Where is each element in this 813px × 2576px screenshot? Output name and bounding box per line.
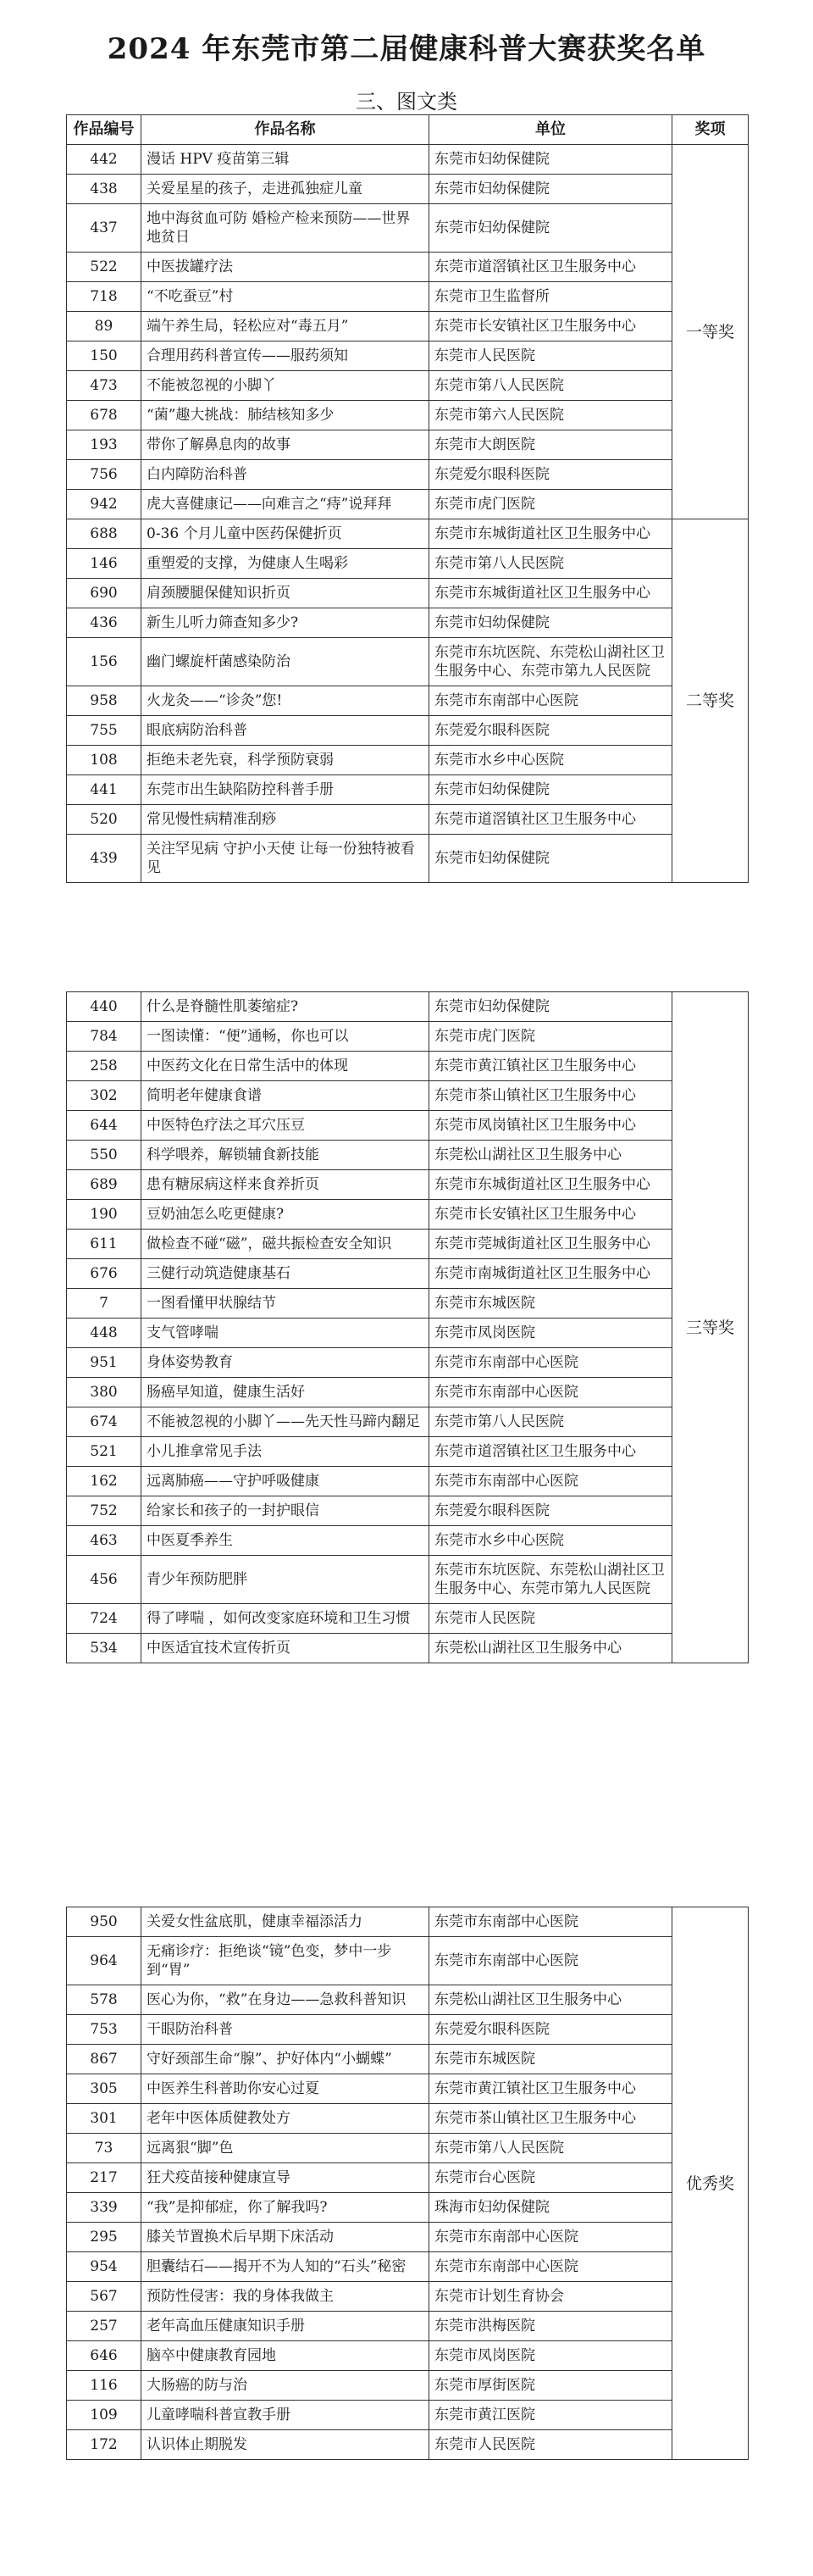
entry-title: 新生儿听力筛查知多少?	[141, 608, 429, 638]
table-row	[67, 1634, 749, 1663]
table-row	[67, 1907, 749, 1937]
entry-title: 干眼防治科普	[141, 2015, 429, 2045]
entry-title: 中医特色疗法之耳穴压豆	[141, 1111, 429, 1141]
entry-title: 虎大喜健康记——向难言之“痔”说拜拜	[141, 490, 429, 519]
entry-id: 295	[67, 2223, 141, 2252]
entry-title: 简明老年健康食谱	[141, 1081, 429, 1111]
table-row	[67, 430, 749, 460]
table-row	[67, 519, 749, 549]
table-row	[67, 608, 749, 638]
table-row	[67, 371, 749, 401]
entry-id: 339	[67, 2193, 141, 2223]
table-row	[67, 1230, 749, 1259]
entry-id: 448	[67, 1319, 141, 1348]
entry-unit: 东莞市东南部中心医院	[429, 1348, 672, 1378]
table-row	[67, 1259, 749, 1289]
entry-id: 162	[67, 1467, 141, 1496]
entry-id: 441	[67, 775, 141, 805]
entry-id: 473	[67, 371, 141, 401]
entry-id: 442	[67, 145, 141, 175]
entry-id: 951	[67, 1348, 141, 1378]
entry-id: 7	[67, 1289, 141, 1319]
entry-id: 646	[67, 2341, 141, 2371]
table-row	[67, 746, 749, 775]
section-title: 三、图文类	[356, 90, 457, 114]
entry-id: 116	[67, 2371, 141, 2401]
entry-unit: 东莞市东城医院	[429, 2045, 672, 2074]
entry-id: 301	[67, 2104, 141, 2134]
table-row	[67, 1437, 749, 1467]
entry-unit: 东莞市凤岗医院	[429, 2341, 672, 2371]
entry-id: 674	[67, 1407, 141, 1437]
entry-unit: 东莞市东南部中心医院	[429, 2252, 672, 2282]
table-row	[67, 2015, 749, 2045]
document-title: 2024 年东莞市第二届健康科普大赛获奖名单	[107, 32, 706, 66]
entry-title: 重塑爱的支撑，为健康人生喝彩	[141, 549, 429, 579]
header-id: 作品编号	[67, 115, 141, 145]
entry-title: “我”是抑郁症，你了解我吗?	[141, 2193, 429, 2223]
entry-title: 不能被忽视的小脚丫	[141, 371, 429, 401]
entry-unit: 东莞市人民医院	[429, 341, 672, 371]
table-row	[67, 992, 749, 1022]
entry-id: 109	[67, 2401, 141, 2430]
entry-title: “菌”趣大挑战：肺结核知多少	[141, 401, 429, 430]
entry-id: 688	[67, 519, 141, 549]
entry-title: 支气管哮喘	[141, 1319, 429, 1348]
entry-title: 中医药文化在日常生活中的体现	[141, 1052, 429, 1081]
entry-unit: 东莞市妇幼保健院	[429, 835, 672, 883]
entry-id: 190	[67, 1200, 141, 1230]
table-row	[67, 2045, 749, 2074]
entry-title: 漫话 HPV 疫苗第三辑	[141, 145, 429, 175]
entry-id: 753	[67, 2015, 141, 2045]
entry-id: 520	[67, 805, 141, 835]
entry-unit: 东莞市东城医院	[429, 1289, 672, 1319]
entry-unit: 东莞市长安镇社区卫生服务中心	[429, 1200, 672, 1230]
entry-unit: 东莞松山湖社区卫生服务中心	[429, 1634, 672, 1663]
entry-title: 小儿推拿常见手法	[141, 1437, 429, 1467]
award-level: 三等奖	[672, 992, 749, 1663]
entry-unit: 东莞市东城街道社区卫生服务中心	[429, 519, 672, 549]
entry-title: 预防性侵害：我的身体我做主	[141, 2282, 429, 2312]
entry-id: 942	[67, 490, 141, 519]
table-row	[67, 2134, 749, 2163]
entry-unit: 东莞市卫生监督所	[429, 282, 672, 312]
entry-id: 73	[67, 2134, 141, 2163]
entry-title: 端午养生局，轻松应对“毒五月”	[141, 312, 429, 341]
entry-unit: 东莞市东城街道社区卫生服务中心	[429, 579, 672, 608]
table-row	[67, 1604, 749, 1634]
table-row	[67, 1200, 749, 1230]
entry-title: 青少年预防肥胖	[141, 1556, 429, 1604]
entry-title: 大肠癌的防与治	[141, 2371, 429, 2401]
entry-id: 756	[67, 460, 141, 490]
entry-unit: 东莞市茶山镇社区卫生服务中心	[429, 2104, 672, 2134]
entry-title: 身体姿势教育	[141, 1348, 429, 1378]
entry-title: 火龙灸——“诊灸”您!	[141, 686, 429, 716]
entry-id: 567	[67, 2282, 141, 2312]
table-row	[67, 1937, 749, 1985]
entry-id: 867	[67, 2045, 141, 2074]
entry-title: 给家长和孩子的一封护眼信	[141, 1496, 429, 1526]
header-unit: 单位	[429, 115, 672, 145]
table-row	[67, 204, 749, 253]
entry-title: 肩颈腰腿保健知识折页	[141, 579, 429, 608]
entry-unit: 东莞市虎门医院	[429, 490, 672, 519]
entry-id: 752	[67, 1496, 141, 1526]
table-row	[67, 1022, 749, 1052]
award-level: 优秀奖	[672, 1907, 749, 2460]
entry-title: 患有糖尿病这样来食养折页	[141, 1170, 429, 1200]
entry-unit: 东莞市长安镇社区卫生服务中心	[429, 312, 672, 341]
entry-unit: 东莞市东南部中心医院	[429, 2223, 672, 2252]
table-row	[67, 1111, 749, 1141]
entry-id: 724	[67, 1604, 141, 1634]
entry-title: 带你了解鼻息肉的故事	[141, 430, 429, 460]
table-row	[67, 2223, 749, 2252]
entry-title: 不能被忽视的小脚丫——先天性马蹄内翻足	[141, 1407, 429, 1437]
table-row	[67, 638, 749, 686]
entry-unit: 东莞市妇幼保健院	[429, 608, 672, 638]
entry-id: 440	[67, 992, 141, 1022]
entry-unit: 珠海市妇幼保健院	[429, 2193, 672, 2223]
entry-title: 什么是脊髓性肌萎缩症?	[141, 992, 429, 1022]
entry-id: 456	[67, 1556, 141, 1604]
table-row	[67, 1407, 749, 1437]
entry-id: 676	[67, 1259, 141, 1289]
table-row	[67, 805, 749, 835]
table-row	[67, 716, 749, 746]
entry-title: 胆囊结石——揭开不为人知的“石头”秘密	[141, 2252, 429, 2282]
entry-unit: 东莞市凤岗医院	[429, 1319, 672, 1348]
entry-title: 东莞市出生缺陷防控科普手册	[141, 775, 429, 805]
table-row	[67, 1052, 749, 1081]
entry-id: 436	[67, 608, 141, 638]
entry-title: 脑卒中健康教育园地	[141, 2341, 429, 2371]
entry-unit: 东莞市南城街道社区卫生服务中心	[429, 1259, 672, 1289]
entry-title: 拒绝未老先衰，科学预防衰弱	[141, 746, 429, 775]
entry-title: 远离狠“脚”色	[141, 2134, 429, 2163]
entry-unit: 东莞市水乡中心医院	[429, 1526, 672, 1556]
entry-id: 380	[67, 1378, 141, 1407]
entry-unit: 东莞爱尔眼科医院	[429, 716, 672, 746]
entry-id: 172	[67, 2430, 141, 2460]
entry-unit: 东莞市东南部中心医院	[429, 1467, 672, 1496]
entry-title: 0-36 个月儿童中医药保健折页	[141, 519, 429, 549]
entry-unit: 东莞市道滘镇社区卫生服务中心	[429, 253, 672, 282]
table-row	[67, 1556, 749, 1604]
entry-title: 关爱女性盆底肌，健康幸福添活力	[141, 1907, 429, 1937]
entry-unit: 东莞市道滘镇社区卫生服务中心	[429, 1437, 672, 1467]
table-row	[67, 341, 749, 371]
entry-unit: 东莞市黄江镇社区卫生服务中心	[429, 1052, 672, 1081]
table-row	[67, 1378, 749, 1407]
entry-id: 217	[67, 2163, 141, 2193]
awards-table-part-3	[66, 1907, 749, 2460]
entry-title: 狂犬疫苗接种健康宣导	[141, 2163, 429, 2193]
entry-id: 964	[67, 1937, 141, 1985]
table-row	[67, 1526, 749, 1556]
entry-id: 193	[67, 430, 141, 460]
entry-unit: 东莞市第六人民医院	[429, 401, 672, 430]
table-row	[67, 2163, 749, 2193]
entry-unit: 东莞市黄江医院	[429, 2401, 672, 2430]
table-row	[67, 1496, 749, 1526]
entry-id: 578	[67, 1985, 141, 2015]
entry-unit: 东莞松山湖社区卫生服务中心	[429, 1985, 672, 2015]
table-row	[67, 282, 749, 312]
entry-unit: 东莞市妇幼保健院	[429, 175, 672, 204]
entry-id: 644	[67, 1111, 141, 1141]
entry-title: 中医夏季养生	[141, 1526, 429, 1556]
entry-unit: 东莞市东坑医院、东莞松山湖社区卫生服务中心、东莞市第九人民医院	[429, 1556, 672, 1604]
entry-unit: 东莞市第八人民医院	[429, 549, 672, 579]
table-row	[67, 1081, 749, 1111]
entry-unit: 东莞市东南部中心医院	[429, 1907, 672, 1937]
entry-title: 豆奶油怎么吃更健康?	[141, 1200, 429, 1230]
entry-title: 关注罕见病 守护小天使 让每一份独特被看见	[141, 835, 429, 883]
entry-title: 关爱星星的孩子，走进孤独症儿童	[141, 175, 429, 204]
entry-unit: 东莞市大朗医院	[429, 430, 672, 460]
entry-unit: 东莞市东南部中心医院	[429, 1937, 672, 1985]
entry-title: 眼底病防治科普	[141, 716, 429, 746]
entry-unit: 东莞市妇幼保健院	[429, 775, 672, 805]
entry-title: 三健行动筑造健康基石	[141, 1259, 429, 1289]
entry-unit: 东莞市台心医院	[429, 2163, 672, 2193]
header-name: 作品名称	[141, 115, 429, 145]
entry-unit: 东莞爱尔眼科医院	[429, 460, 672, 490]
awards-table-part-2	[66, 991, 749, 1663]
entry-unit: 东莞市洪梅医院	[429, 2312, 672, 2341]
entry-id: 678	[67, 401, 141, 430]
entry-title: 中医拔罐疗法	[141, 253, 429, 282]
entry-title: 老年高血压健康知识手册	[141, 2312, 429, 2341]
entry-title: 肠癌早知道，健康生活好	[141, 1378, 429, 1407]
award-level: 一等奖	[672, 145, 749, 519]
entry-title: 膝关节置换术后早期下床活动	[141, 2223, 429, 2252]
table-row	[67, 2282, 749, 2312]
entry-unit: 东莞市妇幼保健院	[429, 145, 672, 175]
table-row	[67, 1985, 749, 2015]
entry-unit: 东莞市第八人民医院	[429, 371, 672, 401]
entry-unit: 东莞市计划生育协会	[429, 2282, 672, 2312]
entry-unit: 东莞市东坑医院、东莞松山湖社区卫生服务中心、东莞市第九人民医院	[429, 638, 672, 686]
entry-title: 做检查不碰“磁”，磁共振检查安全知识	[141, 1230, 429, 1259]
entry-title: 医心为你，“救”在身边——急救科普知识	[141, 1985, 429, 2015]
table-row	[67, 145, 749, 175]
table-row	[67, 1348, 749, 1378]
entry-title: 得了哮喘 ，如何改变家庭环境和卫生习惯	[141, 1604, 429, 1634]
table-row	[67, 175, 749, 204]
entry-id: 784	[67, 1022, 141, 1052]
table-row	[67, 2193, 749, 2223]
entry-unit: 东莞市东南部中心医院	[429, 686, 672, 716]
entry-unit: 东莞市虎门医院	[429, 1022, 672, 1052]
entry-title: 合理用药科普宣传——服药须知	[141, 341, 429, 371]
entry-title: 地中海贫血可防 婚检产检来预防——世界地贫日	[141, 204, 429, 253]
entry-unit: 东莞市妇幼保健院	[429, 204, 672, 253]
entry-unit: 东莞松山湖社区卫生服务中心	[429, 1141, 672, 1170]
entry-title: 中医适宜技术宣传折页	[141, 1634, 429, 1663]
entry-id: 755	[67, 716, 141, 746]
table-row	[67, 2104, 749, 2134]
entry-unit: 东莞爱尔眼科医院	[429, 2015, 672, 2045]
entry-title: 幽门螺旋杆菌感染防治	[141, 638, 429, 686]
entry-unit: 东莞市茶山镇社区卫生服务中心	[429, 1081, 672, 1111]
entry-id: 534	[67, 1634, 141, 1663]
table-row	[67, 460, 749, 490]
entry-id: 550	[67, 1141, 141, 1170]
entry-id: 718	[67, 282, 141, 312]
entry-id: 305	[67, 2074, 141, 2104]
entry-id: 611	[67, 1230, 141, 1259]
entry-id: 258	[67, 1052, 141, 1081]
entry-title: 守好颈部生命“腺”、护好体内“小蝴蝶”	[141, 2045, 429, 2074]
entry-id: 689	[67, 1170, 141, 1200]
entry-id: 950	[67, 1907, 141, 1937]
table-row	[67, 775, 749, 805]
entry-unit: 东莞市第八人民医院	[429, 1407, 672, 1437]
table-row	[67, 2341, 749, 2371]
entry-title: “不吃蚕豆”村	[141, 282, 429, 312]
entry-unit: 东莞市妇幼保健院	[429, 992, 672, 1022]
entry-unit: 东莞市人民医院	[429, 2430, 672, 2460]
entry-id: 108	[67, 746, 141, 775]
entry-id: 437	[67, 204, 141, 253]
entry-title: 科学喂养，解锁辅食新技能	[141, 1141, 429, 1170]
entry-title: 远离肺癌——守护呼吸健康	[141, 1467, 429, 1496]
table-row	[67, 549, 749, 579]
table-row	[67, 1319, 749, 1348]
table-row	[67, 1467, 749, 1496]
entry-unit: 东莞市人民医院	[429, 1604, 672, 1634]
entry-id: 463	[67, 1526, 141, 1556]
table-row	[67, 2312, 749, 2341]
entry-unit: 东莞市道滘镇社区卫生服务中心	[429, 805, 672, 835]
entry-title: 老年中医体质健教处方	[141, 2104, 429, 2134]
entry-id: 954	[67, 2252, 141, 2282]
table-header-row	[67, 115, 749, 145]
table-row	[67, 2430, 749, 2460]
entry-title: 无痛诊疗：拒绝谈“镜”色变，梦中一步到“胃”	[141, 1937, 429, 1985]
entry-unit: 东莞爱尔眼科医院	[429, 1496, 672, 1526]
award-level: 二等奖	[672, 519, 749, 883]
table-row	[67, 312, 749, 341]
entry-id: 89	[67, 312, 141, 341]
entry-id: 690	[67, 579, 141, 608]
entry-title: 一图读懂：“便”通畅，你也可以	[141, 1022, 429, 1052]
table-row	[67, 1170, 749, 1200]
entry-id: 522	[67, 253, 141, 282]
awards-table-part-1	[66, 114, 749, 883]
entry-title: 一图看懂甲状腺结节	[141, 1289, 429, 1319]
entry-id: 257	[67, 2312, 141, 2341]
table-row	[67, 686, 749, 716]
table-row	[67, 1141, 749, 1170]
table-row	[67, 1289, 749, 1319]
entry-id: 958	[67, 686, 141, 716]
table-row	[67, 401, 749, 430]
entry-unit: 东莞市凤岗镇社区卫生服务中心	[429, 1111, 672, 1141]
entry-id: 438	[67, 175, 141, 204]
table-row	[67, 2371, 749, 2401]
entry-unit: 东莞市水乡中心医院	[429, 746, 672, 775]
entry-title: 儿童哮喘科普宣教手册	[141, 2401, 429, 2430]
entry-unit: 东莞市第八人民医院	[429, 2134, 672, 2163]
entry-unit: 东莞市黄江镇社区卫生服务中心	[429, 2074, 672, 2104]
header-award: 奖项	[672, 115, 749, 145]
table-row	[67, 835, 749, 883]
entry-id: 146	[67, 549, 141, 579]
entry-title: 中医养生科普助你安心过夏	[141, 2074, 429, 2104]
table-row	[67, 490, 749, 519]
table-row	[67, 579, 749, 608]
entry-id: 156	[67, 638, 141, 686]
entry-unit: 东莞市厚街医院	[429, 2371, 672, 2401]
entry-unit: 东莞市莞城街道社区卫生服务中心	[429, 1230, 672, 1259]
entry-unit: 东莞市东南部中心医院	[429, 1378, 672, 1407]
table-row	[67, 2074, 749, 2104]
entry-id: 439	[67, 835, 141, 883]
entry-unit: 东莞市东城街道社区卫生服务中心	[429, 1170, 672, 1200]
entry-id: 302	[67, 1081, 141, 1111]
entry-title: 白内障防治科普	[141, 460, 429, 490]
table-row	[67, 253, 749, 282]
table-row	[67, 2401, 749, 2430]
entry-id: 521	[67, 1437, 141, 1467]
entry-title: 认识体止期脱发	[141, 2430, 429, 2460]
table-row	[67, 2252, 749, 2282]
entry-id: 150	[67, 341, 141, 371]
entry-title: 常见慢性病精准刮痧	[141, 805, 429, 835]
